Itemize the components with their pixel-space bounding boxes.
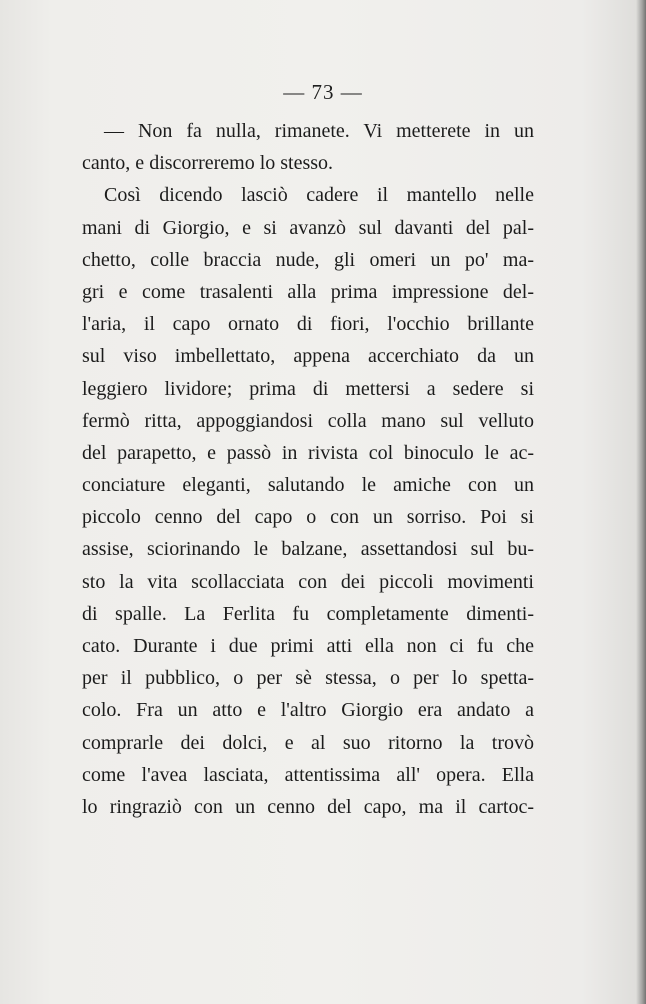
text-line: l'aria, il capo ornato di fiori, l'occhio brillante bbox=[82, 313, 534, 336]
text-line: del parapetto, e passò in rivista col binoculo le ac- bbox=[82, 441, 534, 464]
text-line: colo. Fra un atto e l'altro Giorgio era andato a bbox=[82, 699, 534, 722]
text-line: — Non fa nulla, rimanete. Vi metterete in un bbox=[104, 120, 534, 142]
text-line: per il pubblico, o per sè stessa, o per lo spetta- bbox=[82, 667, 534, 690]
text-line: lo ringraziò con un cenno del capo, ma il cartoc- bbox=[82, 795, 534, 818]
text-line: assise, sciorinando le balzane, assettandosi sul bu- bbox=[82, 538, 534, 561]
text-line: cato. Durante i due primi atti ella non ci fu che bbox=[82, 635, 534, 657]
text-line: gri e come trasalenti alla prima impressione del- bbox=[82, 280, 534, 303]
text-line: di spalle. La Ferlita fu completamente dimenti- bbox=[82, 602, 534, 625]
text-line: chetto, colle braccia nude, gli omeri un po' ma- bbox=[82, 248, 534, 271]
text-line: comprarle dei dolci, e al suo ritorno la trovò bbox=[82, 731, 534, 754]
text-line: conciature eleganti, salutando le amiche con un bbox=[82, 474, 534, 497]
text-line: sul viso imbellettato, appena accerchiato da un bbox=[82, 345, 534, 368]
page-edge-shadow bbox=[636, 0, 646, 1004]
body-text bbox=[82, 115, 534, 823]
text-line: leggiero lividore; prima di mettersi a sedere si bbox=[82, 377, 534, 400]
text-line: sto la vita scollacciata con dei piccoli movimenti bbox=[82, 570, 534, 593]
text-line: mani di Giorgio, e si avanzò sul davanti del pal- bbox=[82, 216, 534, 239]
page-number: — 73 — bbox=[283, 80, 363, 104]
text-line: fermò ritta, appoggiandosi colla mano sul velluto bbox=[82, 409, 534, 432]
text-line: come l'avea lasciata, attentissima all' opera. Ella bbox=[82, 763, 534, 786]
text-line: canto, e discorreremo lo stesso. bbox=[82, 152, 334, 175]
text-line: piccolo cenno del capo o con un sorriso. Poi si bbox=[82, 506, 534, 529]
text-line: Così dicendo lasciò cadere il mantello nelle bbox=[104, 184, 534, 207]
